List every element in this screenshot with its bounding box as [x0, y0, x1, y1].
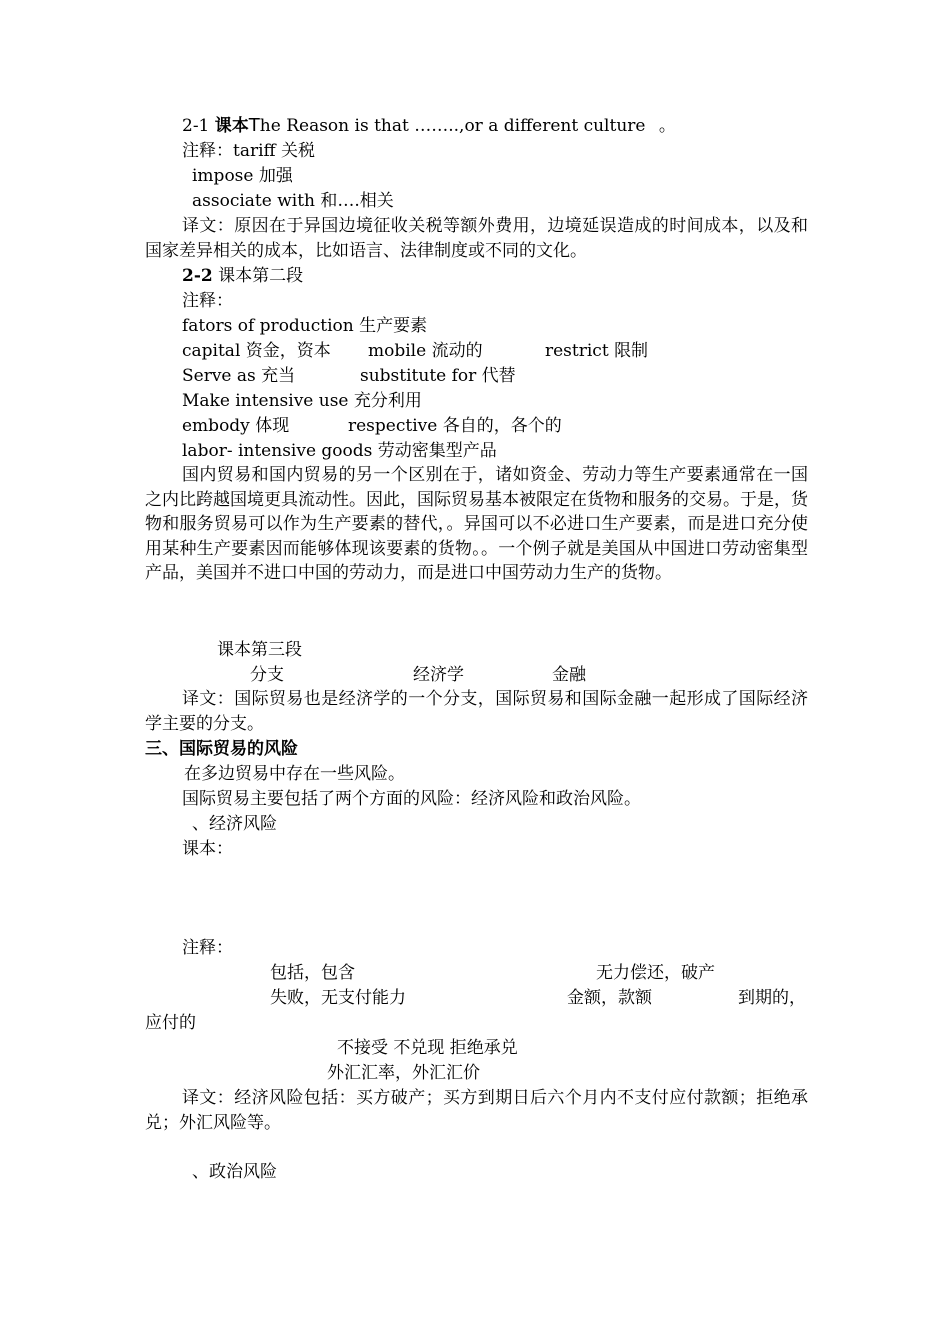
vocab-capital: capital 资金，资本: [182, 341, 331, 361]
heading-text: 课本第二段: [218, 266, 304, 286]
section-3-heading: 三、国际贸易的风险: [145, 739, 298, 759]
vocab-failure: 失败，无支付能力: [270, 988, 406, 1008]
vocab-respective: respective 各自的，各个的: [348, 416, 562, 436]
section-paragraph-3-heading: 课本第三段: [217, 640, 302, 660]
vocab-branch: 分支: [250, 665, 284, 685]
vocab-payable: 应付的: [145, 1013, 196, 1033]
section-2-2-heading: [182, 264, 303, 288]
vocab-include: 包括，包含: [270, 963, 355, 983]
vocab-restrict: restrict 限制: [545, 341, 649, 361]
vocab-embody: embody 体现: [182, 416, 290, 436]
vocab-labor-intensive-goods: labor- intensive goods 劳动密集型产品: [182, 441, 497, 461]
vocab-substitute-for: substitute for 代替: [360, 366, 516, 386]
vocab-amount: 金额，款额: [567, 988, 652, 1008]
vocab-factors-of-production: fators of production 生产要素: [182, 316, 428, 336]
vocab-exchange-rate: 外汇汇率，外汇汇价: [327, 1063, 480, 1083]
vocab-finance: 金融: [552, 665, 586, 685]
vocab-associate-with: associate with 和….相关: [192, 191, 394, 211]
heading-number: 2-1: [182, 116, 210, 136]
translation-paragraph-3: 译文：国际贸易也是经济学的一个分支，国际贸易和国际金融一起形成了国际经济学主要的分支。: [145, 689, 808, 734]
section-2-1-heading: [182, 114, 676, 138]
vocab-impose: impose 加强: [192, 166, 293, 186]
vocab-economics: 经济学: [413, 665, 464, 685]
notes-label: 注释：: [182, 291, 233, 311]
heading-number: 2-2: [182, 266, 213, 286]
vocab-insolvency: 无力偿还，破产: [596, 963, 715, 983]
translation-2-2: 国内贸易和国内贸易的另一个区别在于，诸如资金、劳动力等生产要素通常在一国之内比跨越国境更具流动性。因此，国际贸易基本被限定在货物和服务的交易。于是，货物和服务贸易可以作为生产要素的替代，。异国可以不必进口生产要素，而是进口充分使用某种生产要素因而能够体现该要素的货物。。一个例子就是美国从中国进口劳动密集型产品，美国并不进口中国的劳动力，而是进口中国劳动力生产的货物。: [145, 465, 808, 584]
political-risk-heading: 、政治风险: [192, 1162, 277, 1182]
risk-intro: 在多边贸易中存在一些风险。: [184, 764, 405, 784]
vocab-non-acceptance: 不接受 不兑现 拒绝承兑: [337, 1038, 518, 1058]
vocab-serve-as: Serve as 充当: [182, 366, 296, 386]
vocab-make-intensive-use: Make intensive use 充分利用: [182, 391, 422, 411]
risk-types: 国际贸易主要包括了两个方面的风险：经济风险和政治风险。: [182, 789, 641, 809]
translation-2-1: 译文：原因在于异国边境征收关税等额外费用，边境延误造成的时间成本，以及和国家差异相关的成本，比如语言、法律制度或不同的文化。: [145, 216, 808, 261]
vocab-tariff: tariff 关税: [233, 141, 316, 161]
vocab-mobile: mobile 流动的: [368, 341, 483, 361]
translation-economic-risk: 译文：经济风险包括：买方破产；买方到期日后六个月内不支付应付款额；拒绝承兑；外汇风险等。: [145, 1088, 808, 1133]
heading-text: he Reason is that ……..,or a different culture: [259, 116, 646, 136]
vocab-due: 到期的，: [738, 988, 806, 1008]
economic-risk-heading: 、经济风险: [192, 814, 277, 834]
heading-label: 课本: [214, 116, 249, 136]
notes-label: 注释：: [182, 938, 233, 958]
heading-period: 。: [658, 116, 676, 136]
textbook-label: 课本：: [182, 839, 233, 859]
heading-initial: T: [248, 115, 260, 136]
notes-label: 注释：tariff 关税: [182, 141, 316, 161]
